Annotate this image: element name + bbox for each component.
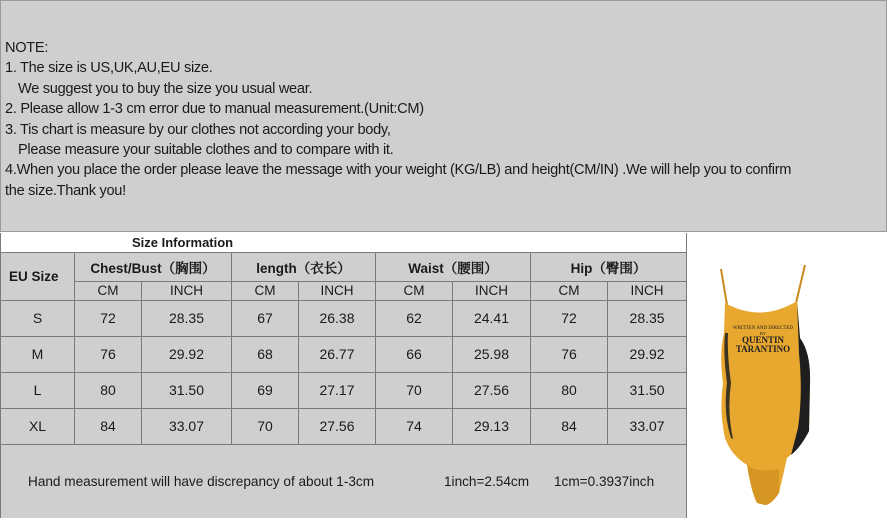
unit-header: INCH xyxy=(299,281,376,300)
table-cell: 72 xyxy=(531,300,608,336)
note-heading: NOTE: xyxy=(5,40,49,56)
table-cell: 24.41 xyxy=(453,300,531,336)
table-footer xyxy=(1,444,687,518)
unit-header: CM xyxy=(75,281,142,300)
table-cell: 27.56 xyxy=(299,408,376,444)
table-row xyxy=(1,336,687,372)
table-cell: 28.35 xyxy=(142,300,232,336)
table-cell: 76 xyxy=(75,336,142,372)
table-cell: 29.92 xyxy=(608,336,687,372)
unit-header: INCH xyxy=(608,281,687,300)
header-eu-size: EU Size xyxy=(1,252,75,300)
table-cell: 26.38 xyxy=(299,300,376,336)
table-cell: 67 xyxy=(232,300,299,336)
table-cell: 28.35 xyxy=(608,300,687,336)
size-chart-table xyxy=(0,233,687,518)
unit-header: CM xyxy=(376,281,453,300)
table-cell: 70 xyxy=(376,372,453,408)
print-line-3: QUENTIN xyxy=(741,335,785,345)
table-cell: 26.77 xyxy=(299,336,376,372)
size-label: L xyxy=(1,372,75,408)
product-image xyxy=(687,233,887,518)
print-line-4: TARANTINO xyxy=(735,344,791,354)
left-strap xyxy=(721,269,727,305)
note-line-4: 4.When you place the order please leave the message with your weight (KG/LB) and height(CM/IN) .We will help you to confirm xyxy=(5,162,792,179)
note-line-1: 1. The size is US,UK,AU,EU size. xyxy=(5,60,213,77)
table-cell: 72 xyxy=(75,300,142,336)
size-label: XL xyxy=(1,408,75,444)
table-cell: 69 xyxy=(232,372,299,408)
header-chest: Chest/Bust（胸围） xyxy=(75,252,232,281)
print-line-2: BY xyxy=(759,331,767,336)
table-cell: 33.07 xyxy=(142,408,232,444)
bodysuit-illustration xyxy=(687,233,887,518)
header-hip: Hip（臀围） xyxy=(531,252,687,281)
unit-header: INCH xyxy=(453,281,531,300)
table-cell: 84 xyxy=(531,408,608,444)
table-cell: 68 xyxy=(232,336,299,372)
size-label: S xyxy=(1,300,75,336)
note-line-3b: Please measure your suitable clothes and to compare with it. xyxy=(18,142,394,159)
table-cell: 70 xyxy=(232,408,299,444)
table-cell: 31.50 xyxy=(608,372,687,408)
table-cell: 29.13 xyxy=(453,408,531,444)
table-row xyxy=(1,408,687,444)
unit-header: CM xyxy=(232,281,299,300)
size-note-panel xyxy=(0,0,887,232)
table-title: Size Information xyxy=(1,233,687,252)
table-cell: 84 xyxy=(75,408,142,444)
right-strap xyxy=(796,265,805,303)
note-line-4b: the size.Thank you! xyxy=(5,182,126,199)
note-line-2: 2. Please allow 1-3 cm error due to manual measurement.(Unit:CM) xyxy=(5,101,424,118)
unit-header: INCH xyxy=(142,281,232,300)
table-cell: 33.07 xyxy=(608,408,687,444)
header-length: length（衣长） xyxy=(232,252,376,281)
table-row xyxy=(1,372,687,408)
header-waist: Waist（腰围） xyxy=(376,252,531,281)
crotch-shadow xyxy=(747,465,779,505)
table-cell: 31.50 xyxy=(142,372,232,408)
inch-conversion: 1inch=2.54cm xyxy=(444,473,530,489)
table-cell: 25.98 xyxy=(453,336,531,372)
unit-header: CM xyxy=(531,281,608,300)
table-cell: 29.92 xyxy=(142,336,232,372)
table-cell: 80 xyxy=(75,372,142,408)
note-line-1b: We suggest you to buy the size you usual wear. xyxy=(18,80,313,97)
cm-conversion: 1cm=0.3937inch xyxy=(554,473,655,489)
table-cell: 62 xyxy=(376,300,453,336)
table-cell: 66 xyxy=(376,336,453,372)
table-row xyxy=(1,300,687,336)
note-line-3: 3. Tis chart is measure by our clothes not according your body, xyxy=(5,121,391,138)
print-line-1: WRITTEN AND DIRECTED xyxy=(732,326,794,331)
table-cell: 27.17 xyxy=(299,372,376,408)
size-label: M xyxy=(1,336,75,372)
discrepancy-note: Hand measurement will have discrepancy of about 1-3cm xyxy=(28,473,375,489)
table-cell: 74 xyxy=(376,408,453,444)
table-cell: 27.56 xyxy=(453,372,531,408)
table-cell: 76 xyxy=(531,336,608,372)
table-cell: 80 xyxy=(531,372,608,408)
